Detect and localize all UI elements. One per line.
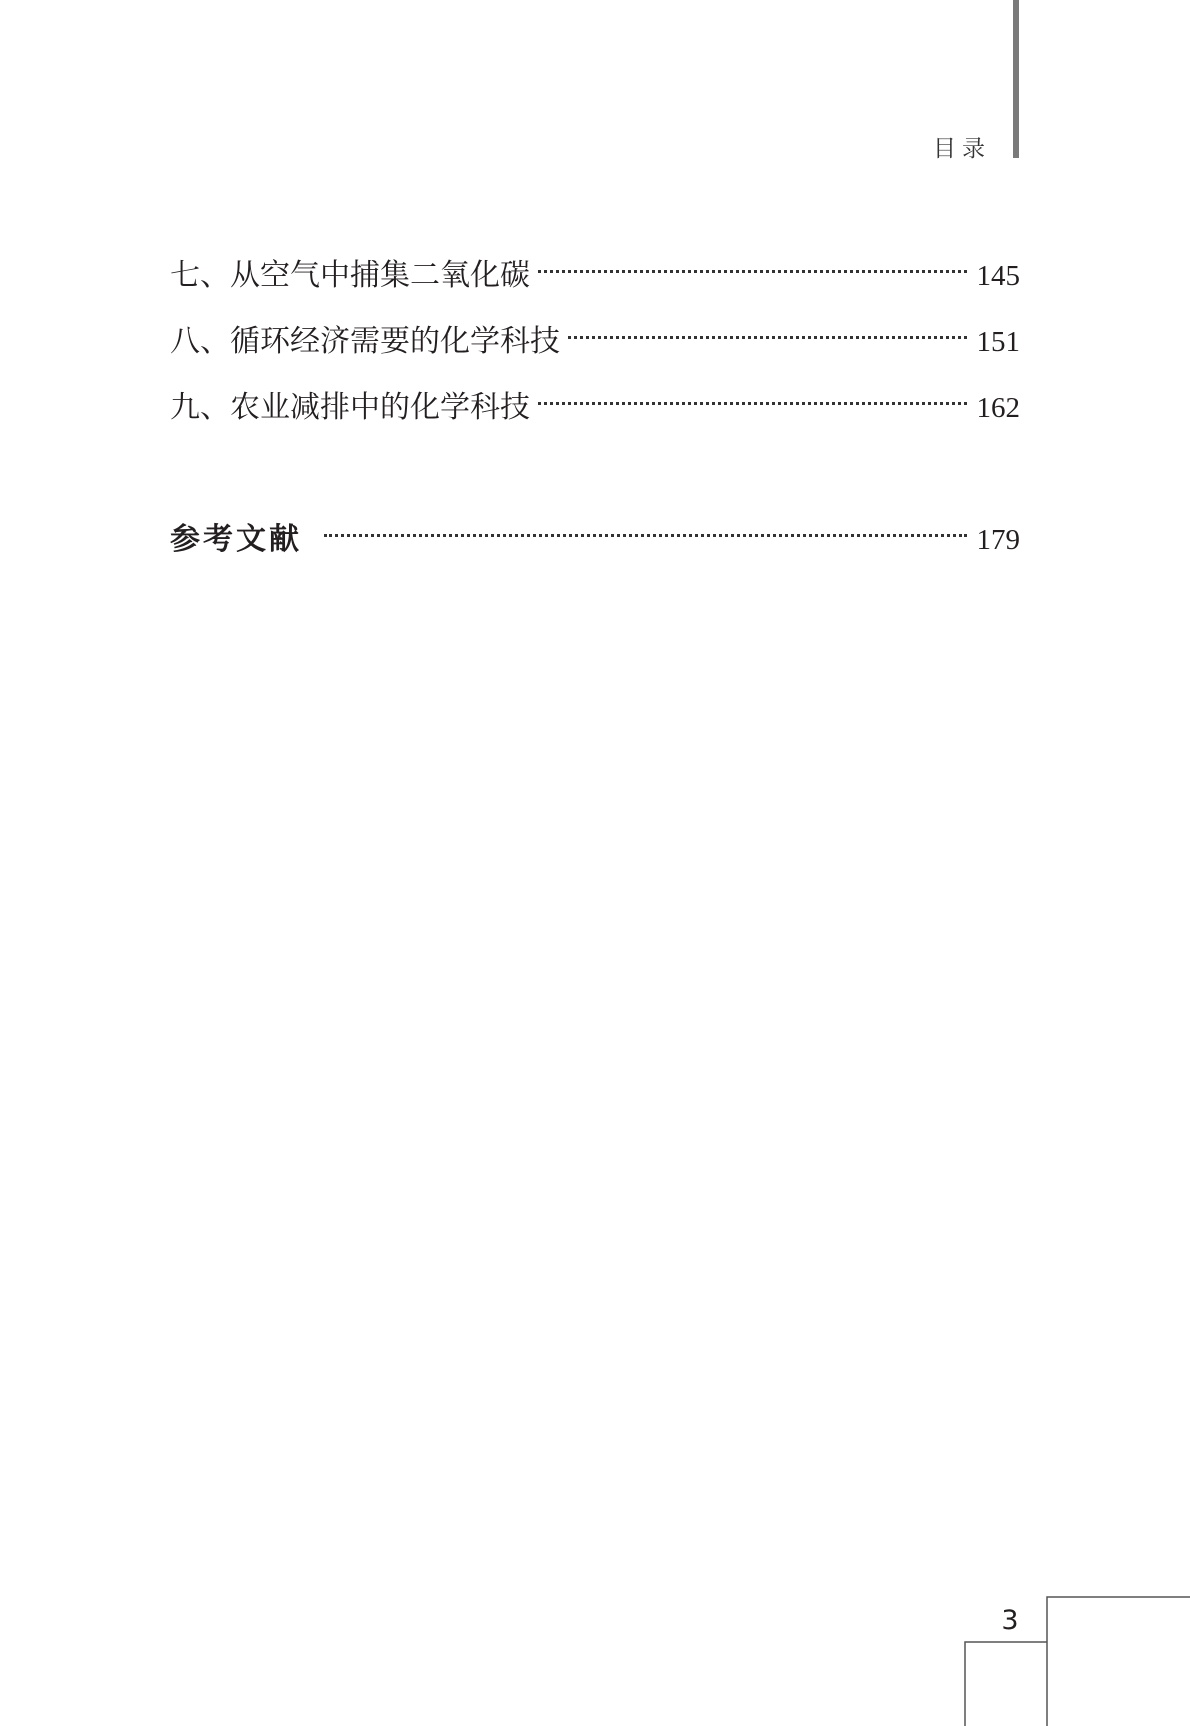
toc-references-page: 179 — [976, 524, 1020, 556]
toc-entry-title: 八、循环经济需要的化学科技 — [170, 324, 560, 359]
toc-references-title: 参考文献 — [170, 522, 302, 557]
toc-entry-title: 七、从空气中捕集二氧化碳 — [170, 258, 530, 293]
toc-entry-page: 162 — [976, 392, 1020, 424]
toc-entry-page: 151 — [976, 326, 1020, 358]
running-header-title: 目录 — [933, 136, 991, 162]
footer-lower-line — [965, 1642, 1047, 1726]
page-number: 3 — [1001, 1605, 1019, 1636]
toc-entry-title: 九、农业减排中的化学科技 — [170, 390, 530, 425]
footer-upper-line — [1047, 1597, 1190, 1726]
toc-entry-page: 145 — [976, 260, 1020, 292]
